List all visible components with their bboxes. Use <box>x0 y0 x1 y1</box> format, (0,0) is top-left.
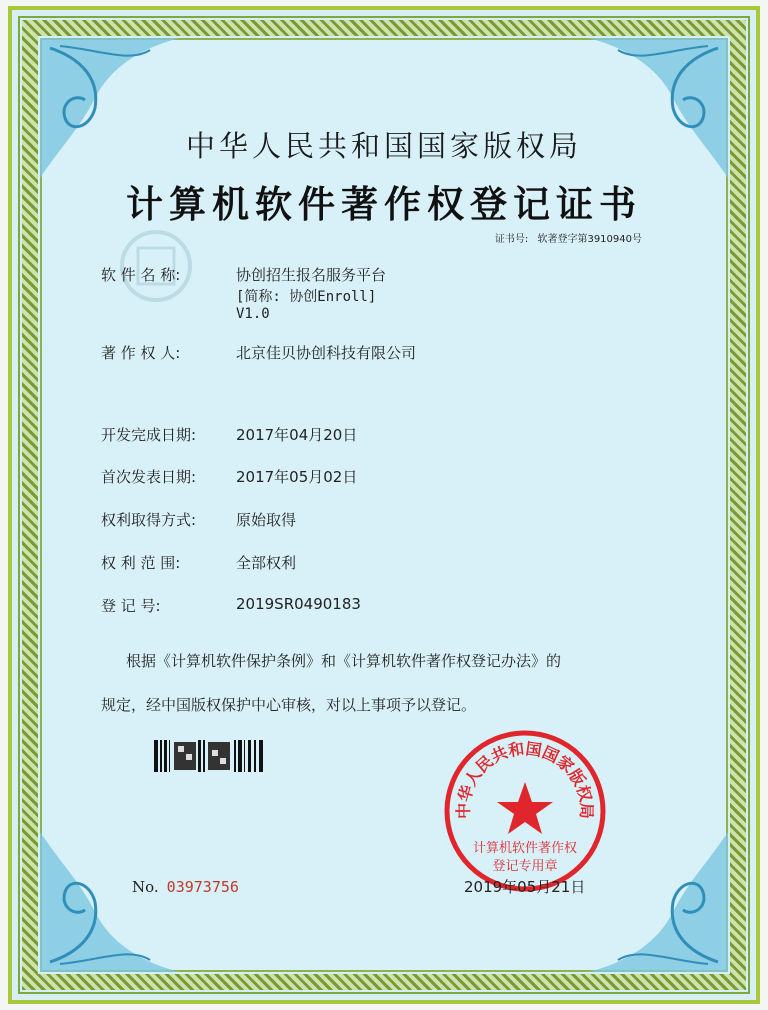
pub-date-row <box>101 466 358 487</box>
acquire-label: 权利取得方式: <box>101 511 197 529</box>
certificate-number-label: 证书号: <box>494 234 529 245</box>
corner-ornament-bottom-left <box>40 832 180 972</box>
seal-inner-line-2: 登记专用章 <box>492 859 558 874</box>
certificate <box>8 6 760 1004</box>
certificate-number-value: 软著登字第3910940号 <box>537 234 642 245</box>
software-version: V1.0 <box>236 306 270 322</box>
certificate-title: 计算机软件著作权登记证书 <box>126 182 642 226</box>
official-seal <box>440 726 610 896</box>
statement-line-2: 规定，经中国版权保护中心审核，对以上事项予以登记。 <box>101 696 477 714</box>
dev-date-label: 开发完成日期: <box>101 426 197 444</box>
serial-number-label: No. <box>132 878 159 896</box>
seal-inner-line-1: 计算机软件著作权 <box>472 841 578 856</box>
scope-label: 权 利 范 围: <box>101 554 181 572</box>
dev-date-row <box>101 424 358 445</box>
serial-number-value: 03973756 <box>166 878 239 896</box>
pub-date-label: 首次发表日期: <box>101 468 197 486</box>
reg-no-value: 2019SR0490183 <box>236 595 361 613</box>
issue-date: 2019年05月21日 <box>464 878 586 896</box>
owner-label: 著 作 权 人: <box>101 344 181 362</box>
barcode <box>154 740 264 772</box>
seal-star-icon <box>497 782 553 834</box>
owner-value: 北京佳贝协创科技有限公司 <box>236 344 417 362</box>
software-name-label: 软 件 名 称: <box>101 266 181 284</box>
scope-value: 全部权利 <box>236 554 297 572</box>
software-name-value: 协创招生报名服务平台 <box>236 266 387 284</box>
acquire-row <box>101 509 297 530</box>
software-name-row <box>101 264 387 285</box>
dev-date-value: 2017年04月20日 <box>236 426 358 444</box>
pub-date-value: 2017年05月02日 <box>236 468 358 486</box>
issuing-authority: 中华人民共和国国家版权局 <box>185 129 582 163</box>
seal-outer-text: 中华人民共和国国家版权局 <box>453 739 597 819</box>
owner-row <box>101 342 417 363</box>
statement-line-1: 根据《计算机软件保护条例》和《计算机软件著作权登记办法》的 <box>126 652 562 670</box>
certificate-number <box>489 230 642 245</box>
scope-row <box>101 552 297 573</box>
acquire-value: 原始取得 <box>236 511 297 529</box>
reg-no-row <box>101 595 361 616</box>
reg-no-label: 登 记 号: <box>101 597 161 615</box>
serial-number <box>132 878 239 896</box>
software-short-name: [简称: 协创Enroll] <box>236 289 377 305</box>
